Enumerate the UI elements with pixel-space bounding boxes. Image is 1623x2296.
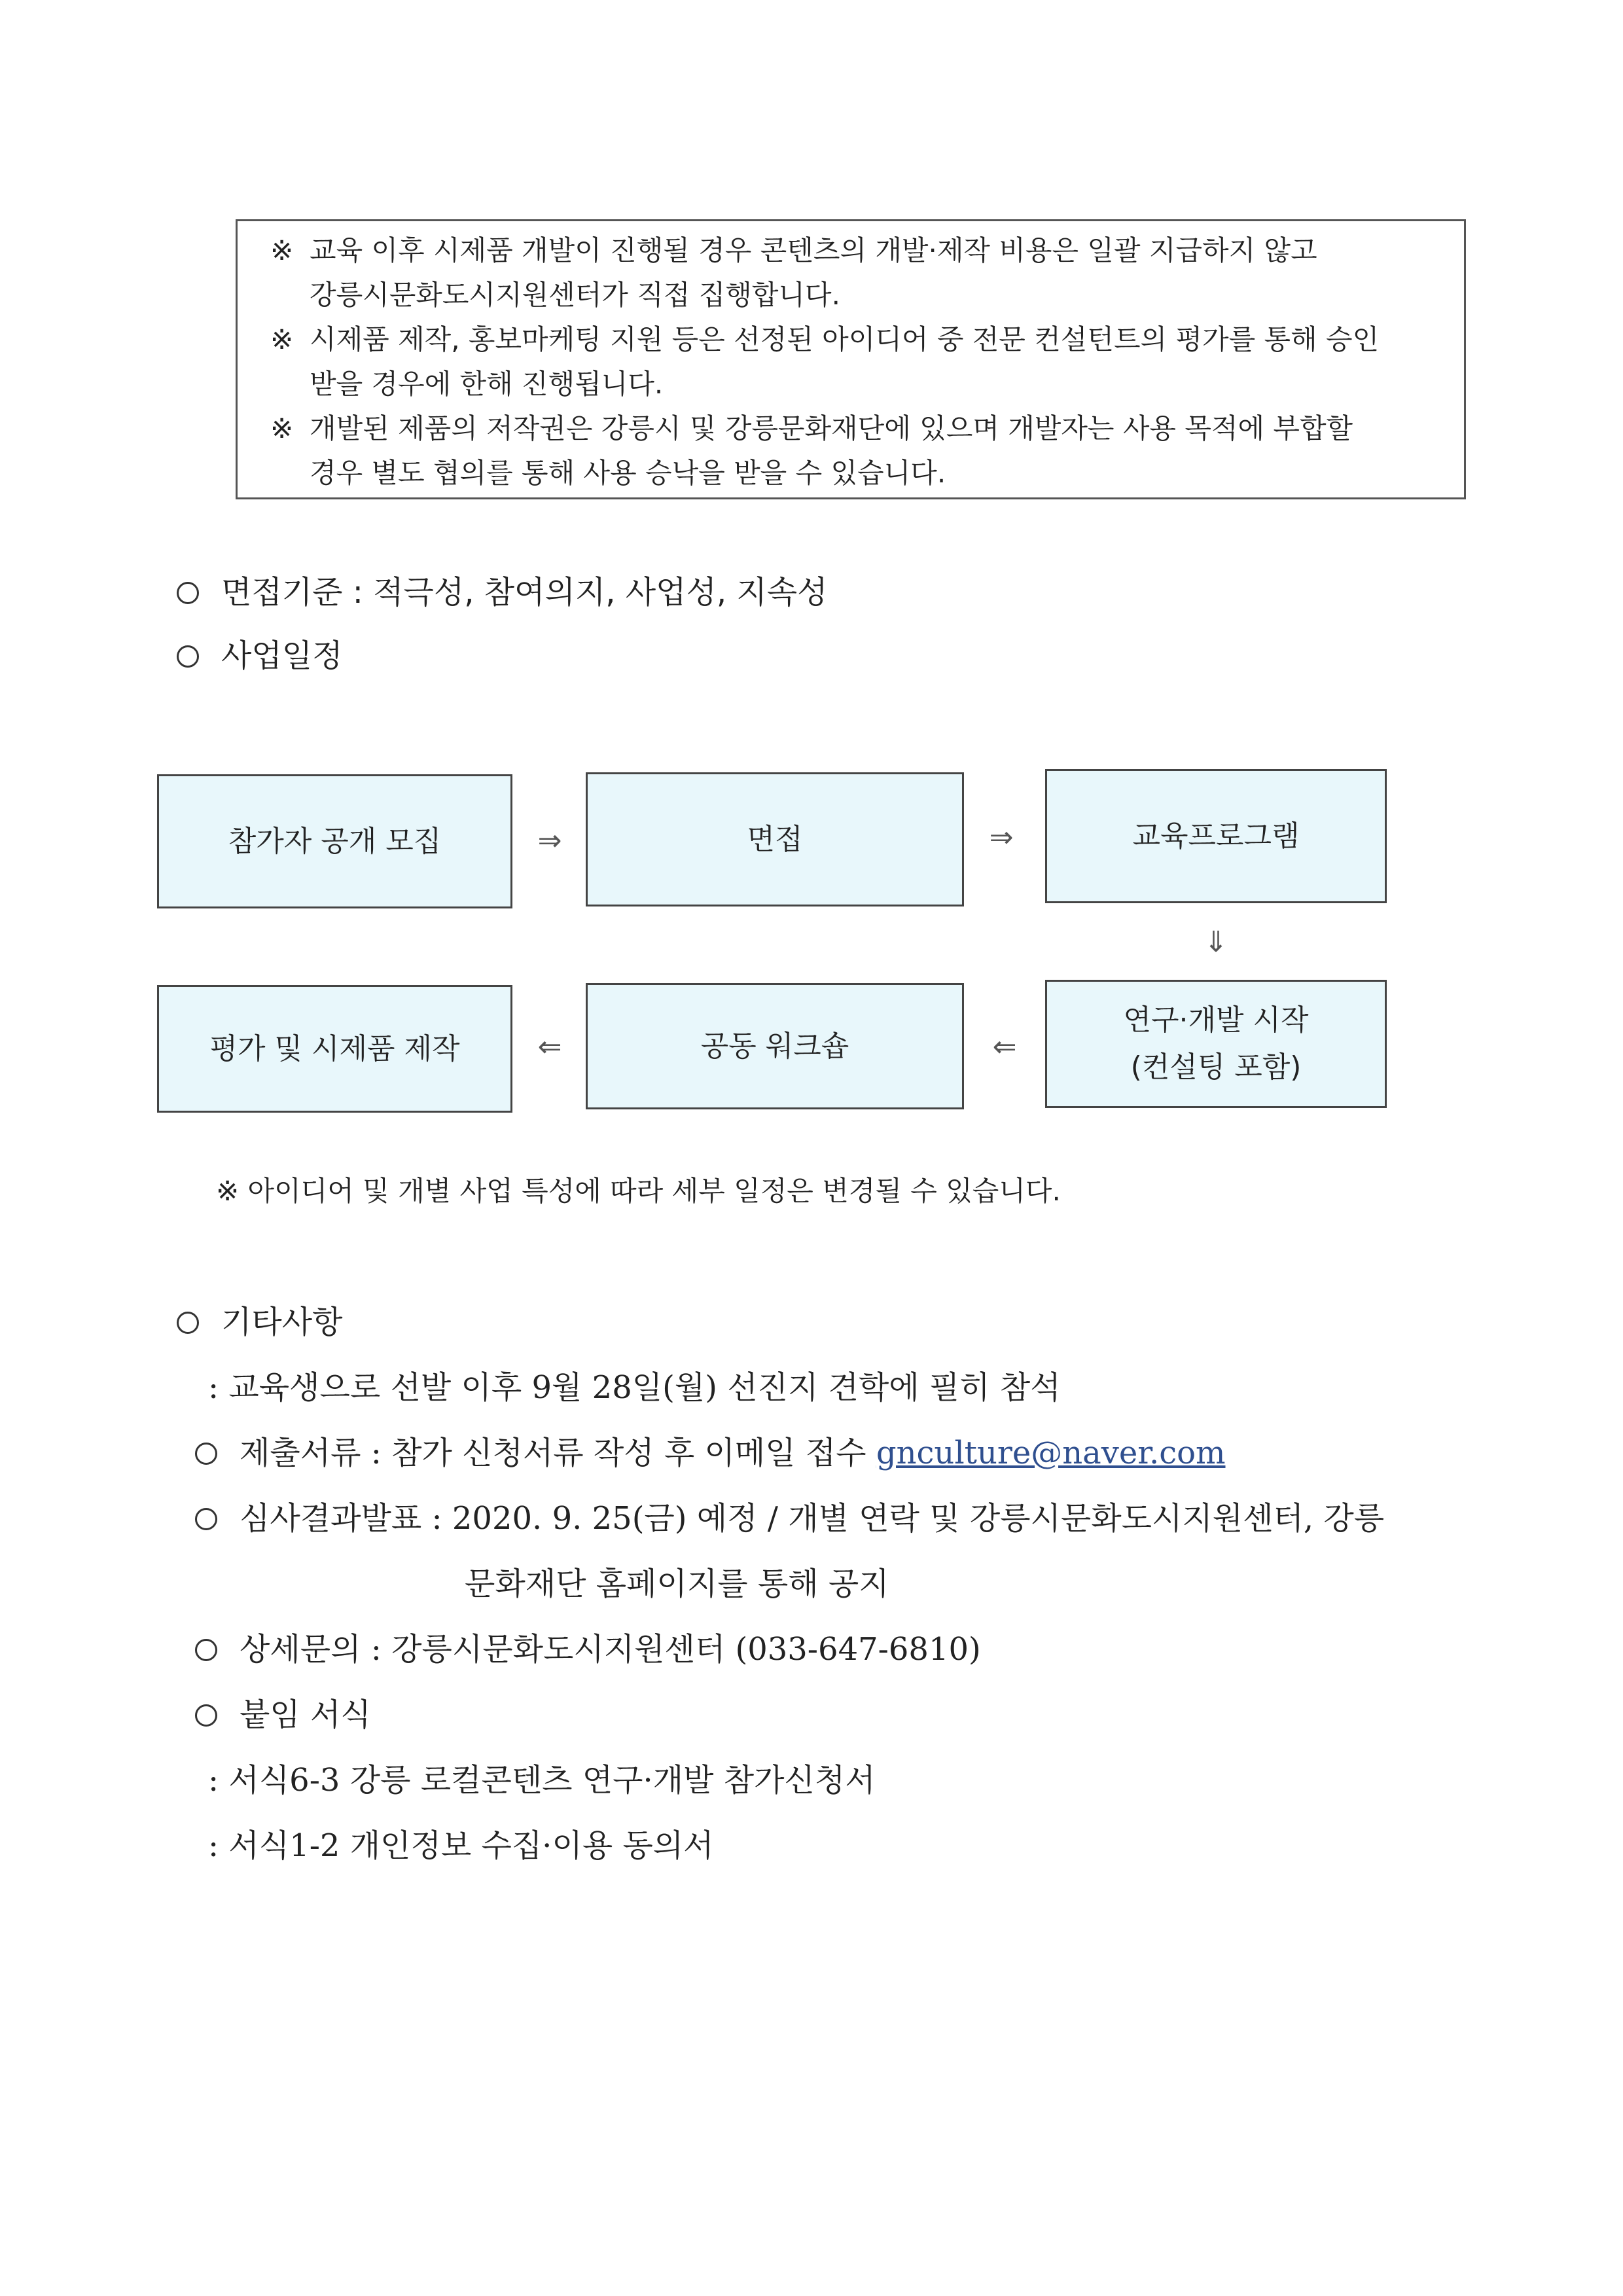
circle-bullet-icon	[195, 1508, 217, 1530]
results-announcement: 심사결과발표 : 2020. 9. 25(금) 예정 / 개별 연락 및 강릉시문화도시지원센터, 강릉	[195, 1496, 1384, 1541]
reference-mark-icon: ※	[270, 412, 294, 444]
circle-bullet-icon	[195, 1639, 217, 1661]
submission-documents: 제출서류 : 참가 신청서류 작성 후 이메일 접수 gnculture@naver.com	[195, 1430, 1226, 1476]
circle-bullet-icon	[195, 1443, 217, 1465]
arrow-left-icon: ⇐	[537, 1030, 562, 1064]
notice-line-3: ※ 개발된 제품의 저작권은 강릉시 및 강릉문화재단에 있으며 개발자는 사용 목적에 부합할	[270, 409, 1353, 448]
email-link[interactable]: gnculture@naver.com	[876, 1435, 1226, 1471]
circle-bullet-icon	[177, 645, 199, 668]
inquiry-contact: 상세문의 : 강릉시문화도시지원센터 (033-647-6810)	[195, 1626, 981, 1672]
circle-bullet-icon	[195, 1704, 217, 1727]
arrow-down-icon: ⇓	[1204, 925, 1228, 959]
schedule-note: ※ 아이디어 및 개별 사업 특성에 따라 세부 일정은 변경될 수 있습니다.	[216, 1175, 1061, 1207]
circle-bullet-icon	[177, 582, 199, 604]
flow-step-interview: 면접	[586, 772, 964, 906]
notice-line-1: ※ 교육 이후 시제품 개발이 진행될 경우 콘텐츠의 개발·제작 비용은 일괄 지급하지 않고	[270, 231, 1317, 270]
reference-mark-icon: ※	[270, 234, 294, 266]
arrow-right-icon: ⇒	[989, 821, 1014, 854]
notice-line-2-continued: 받을 경우에 한해 진행됩니다.	[310, 368, 664, 400]
flow-step-recruitment: 참가자 공개 모집	[157, 774, 512, 908]
flow-step-evaluation-prototype: 평가 및 시제품 제작	[157, 985, 512, 1113]
reference-mark-icon: ※	[270, 323, 294, 355]
etc-heading: 기타사항	[177, 1299, 342, 1345]
etc-detail: : 교육생으로 선발 이후 9월 28일(월) 선진지 견학에 필히 참석	[208, 1369, 1061, 1406]
notice-line-3-continued: 경우 별도 협의를 통해 사용 승낙을 받을 수 있습니다.	[310, 457, 946, 489]
attachment-item-2: : 서식1-2 개인정보 수집·이용 동의서	[208, 1827, 714, 1864]
flow-step-research-development: 연구·개발 시작 (컨설팅 포함)	[1045, 980, 1387, 1108]
notice-box	[236, 219, 1466, 499]
results-announcement-continued: 문화재단 홈페이지를 통해 공지	[465, 1566, 889, 1602]
flow-step-education-program: 교육프로그램	[1045, 769, 1387, 903]
interview-criteria: 면접기준 : 적극성, 참여의지, 사업성, 지속성	[177, 569, 828, 615]
circle-bullet-icon	[177, 1312, 199, 1334]
arrow-right-icon: ⇒	[537, 824, 562, 857]
arrow-left-icon: ⇐	[992, 1030, 1017, 1064]
schedule-heading: 사업일정	[177, 633, 342, 679]
notice-line-1-continued: 강릉시문화도시지원센터가 직접 집행합니다.	[310, 279, 840, 311]
attachment-item-1: : 서식6-3 강릉 로컬콘텐츠 연구·개발 참가신청서	[208, 1762, 876, 1799]
flow-step-workshop: 공동 워크숍	[586, 983, 964, 1109]
notice-line-2: ※ 시제품 제작, 홍보마케팅 지원 등은 선정된 아이디어 중 전문 컨설턴트의 평가를 통해 승인	[270, 320, 1379, 359]
attachments-heading: 붙임 서식	[195, 1692, 371, 1738]
